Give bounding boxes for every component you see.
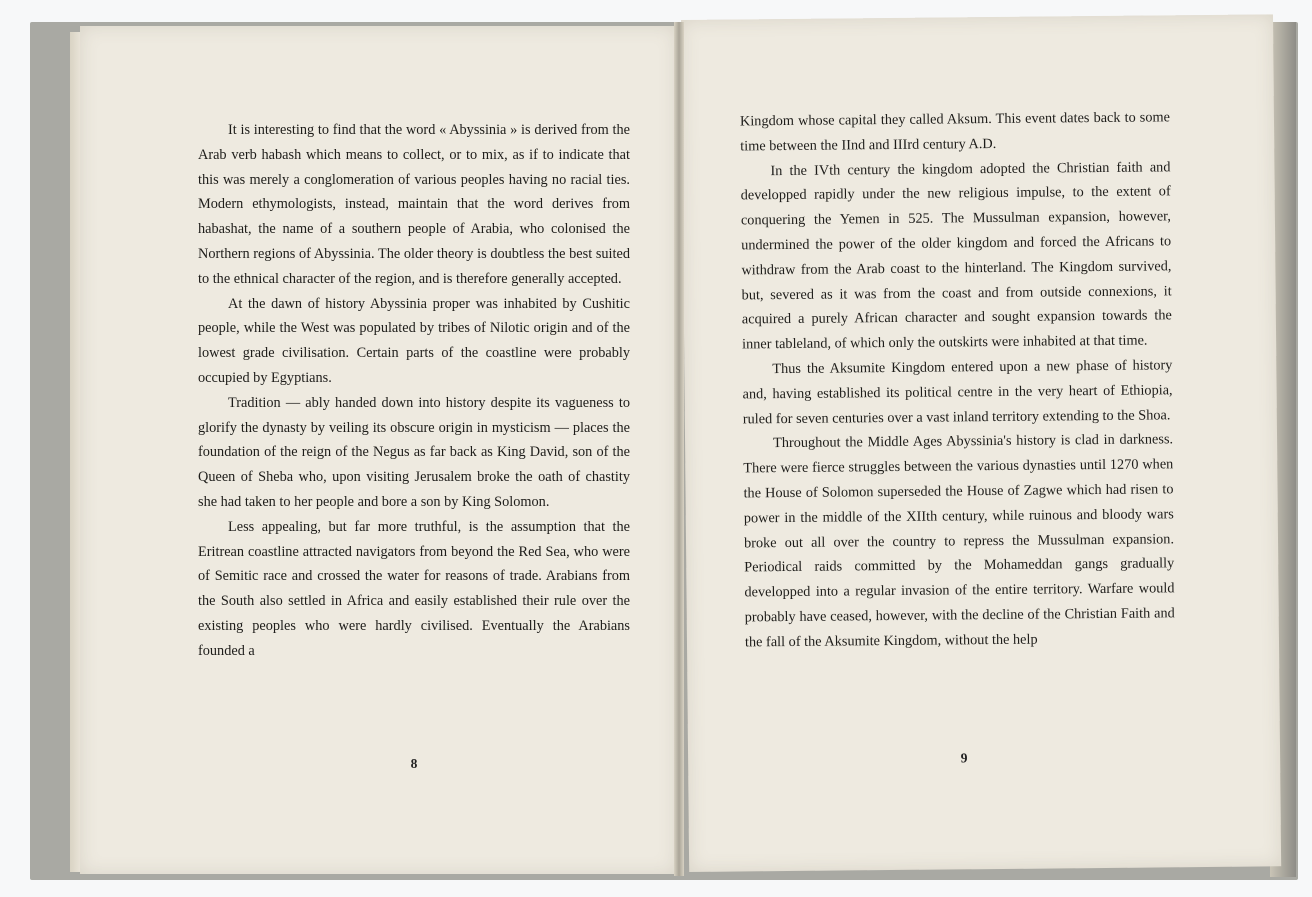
left-page-text — [198, 118, 630, 664]
paragraph: At the dawn of history Abyssinia proper was inhabited by Cushitic people, while the West was populated by tribes of Nilotic origin and of the lowest grade civilisation. Certain parts of the coastline were probably occupied by Egyptians. — [198, 295, 630, 386]
paragraph: Thus the Aksumite Kingdom entered upon a new phase of history and, having established its political centre in the very heart of Ethiopia, ruled for seven centuries over a vast inland territory extending to the Shoa. — [742, 357, 1173, 427]
page-number: 9 — [960, 750, 968, 766]
right-page-text — [740, 105, 1175, 655]
right-page — [681, 14, 1281, 872]
left-page — [80, 26, 676, 874]
paragraph: In the IVth century the kingdom adopted the Christian faith and developped rapidly under the new religious impulse, to the extent of conquering the Yemen in 525. The Mussulman expansion, however, undermined the power of the older kingdom and forced the Africans to withdraw from the Arab coast to the hinterland. The Kingdom survived, but, severed as it was from the coast and from outside connexions, it acquired a purely African character and sought expansion towards the inner tableland, of which only the outskirts were inhabited at that time. — [740, 158, 1172, 353]
paragraph: Less appealing, but far more truthful, is the assumption that the Eritrean coastline attracted navigators from beyond the Red Sea, who were of Semitic race and crossed the water for reasons of trade. Arabians from the South also settled in Africa and easily established their rule over the existing peoples who were hardly civilised. Eventually the Arabians founded a — [198, 518, 630, 659]
book-gutter — [674, 22, 684, 876]
paragraph-continuation: Kingdom whose capital they called Aksum. This event dates back to some time between the IInd and IIIrd century A.D. — [739, 109, 1171, 155]
paragraph: Tradition — ably handed down into history despite its vagueness to glorify the dynasty by veiling its obscure origin in mysticism — places the foundation of the reign of the Negus as far back as King David, son of the Queen of Sheba who, upon visiting Jerusalem broke the oath of chastity she had taken to her people and bore a son by King Solomon. — [198, 394, 630, 510]
page-number: 8 — [410, 756, 418, 771]
paragraph: Throughout the Middle Ages Abyssinia's history is clad in darkness. There were fierce struggles between the various dynasties until 1270 when the House of Solomon superseded the House of Zagwe which had risen to power in the middle of the XIIth century, while ruinous and bloody wars broke out all over the country to repress the Mussulman expansion. Periodical raids committed by the Mohameddan gangs gradually developped into a regular invasion of the entire territory. Warfare would probably have ceased, however, with the decline of the Christian Faith and the fall of the Aksumite Kingdom, without the help — [743, 431, 1175, 651]
paragraph: It is interesting to find that the word « Abyssinia » is derived from the Arab verb habash which means to collect, or to mix, as if to indicate that this was merely a conglomeration of various peoples having no racial ties. Modern ethymologists, instead, maintain that the word derives from habashat, the name of a southern people of Arabia, who colonised the Northern regions of Abyssinia. The older theory is doubtless the best suited to the ethnical character of the region, and is therefore generally accepted. — [198, 122, 630, 287]
